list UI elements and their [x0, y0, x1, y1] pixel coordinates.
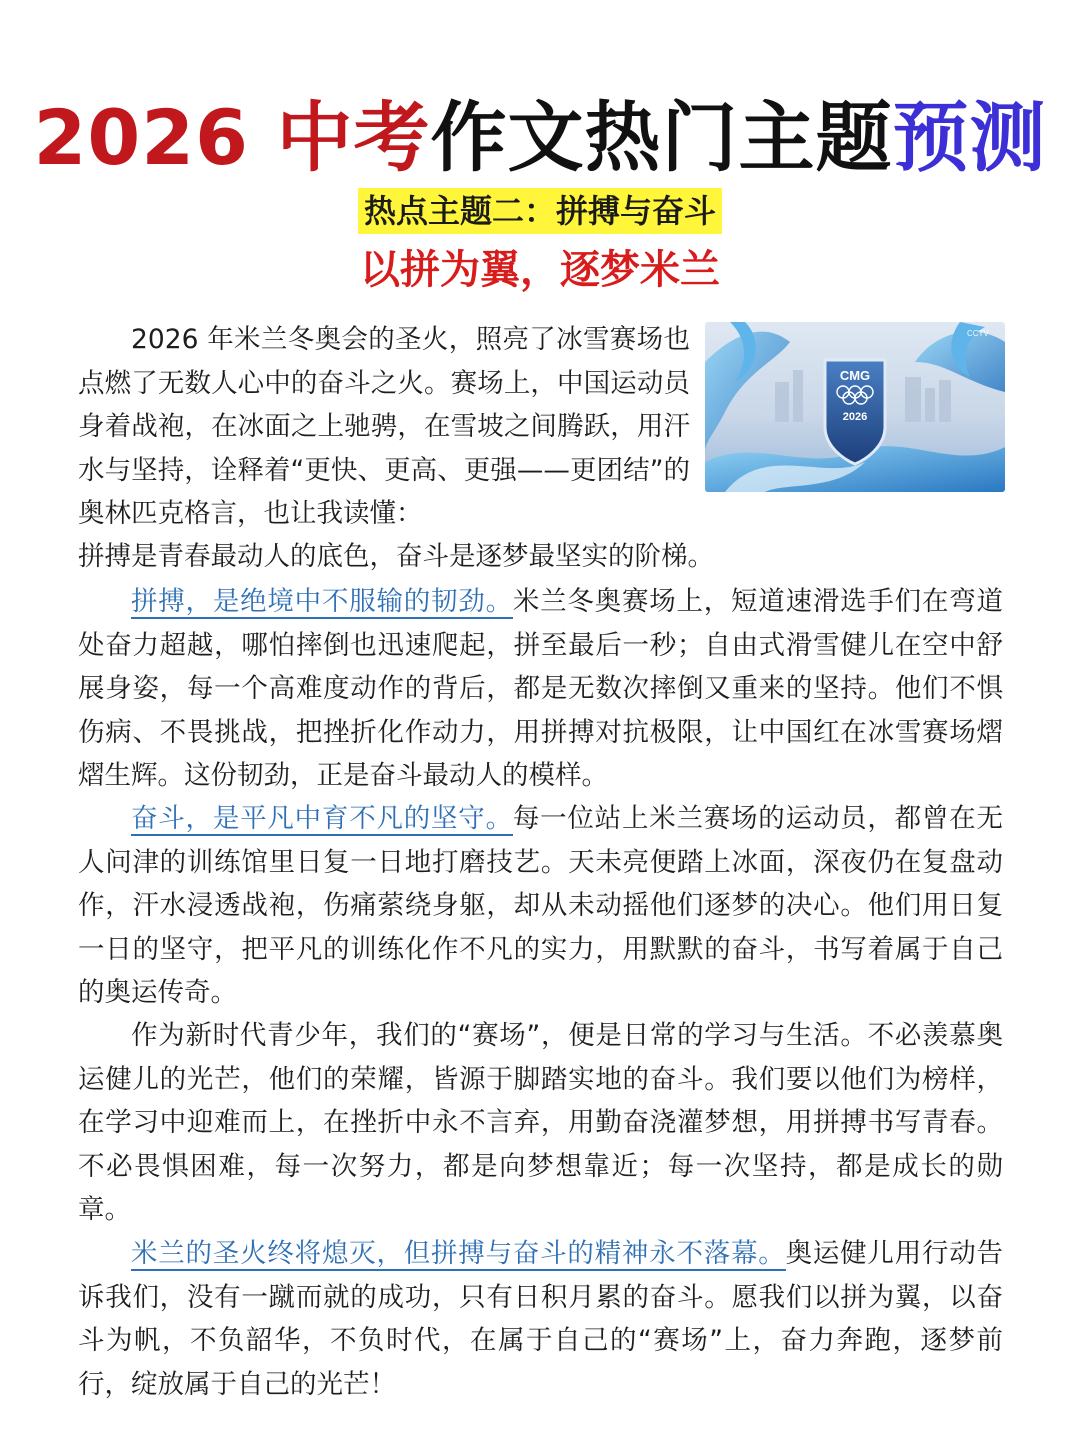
- title-middle: 作文热门主题: [430, 93, 893, 182]
- paragraph-5-highlight: 米兰的圣火终将熄灭，但拼搏与奋斗的精神永不落幕。: [131, 1238, 786, 1269]
- paragraph-2-highlight: 拼搏，是绝境中不服输的韧劲。: [131, 586, 513, 617]
- paragraph-2: [78, 580, 1003, 798]
- paragraph-5: [78, 1232, 1003, 1406]
- paragraph-5-body: 奥运健儿用行动告诉我们，没有一蹴而就的成功，只有日积月累的奋斗。愿我们以拼为翼，以奋斗为帆，不负韶华，不负时代，在属于自己的“赛场”上，奋力奔跑，逐梦前行，绽放属于自己的光芒！: [78, 1238, 1004, 1400]
- emblem-year-text: 2026: [842, 411, 868, 423]
- olympics-photo: [705, 322, 1005, 492]
- paragraph-3-highlight: 奋斗，是平凡中育不凡的坚守。: [131, 803, 513, 834]
- paragraph-1-intro: 2026 年米兰冬奥会的圣火，照亮了冰雪赛场也点燃了无数人心中的奋斗之火。赛场上，中国运动员身着战袍，在冰面之上驰骋，在雪坡之间腾跃，用汗水与坚持，诠释着“更快、更高、更强——更团结”的奥林匹克格言，也让我读懂：: [78, 324, 690, 529]
- paragraph-3: [78, 797, 1003, 1015]
- title-end: 预测: [892, 93, 1047, 182]
- paragraph-2-body: 米兰冬奥赛场上，短道速滑选手们在弯道处奋力超越，哪怕摔倒也迅速爬起，拼至最后一秒；自由式滑雪健儿在空中舒展身姿，每一个高难度动作的背后，都是无数次摔倒又重来的坚持。他们不惧伤病、不畏挑战，把挫折化作动力，用拼搏对抗极限，让中国红在冰雪赛场熠熠生辉。这份韧劲，正是奋斗最动人的模样。: [78, 586, 1004, 791]
- subtitle-wrap: [0, 188, 1080, 234]
- essay-heading: 以拼为翼，逐梦米兰: [360, 246, 720, 293]
- paragraph-3-body: 每一位站上米兰赛场的运动员，都曾在无人问津的训练馆里日复一日地打磨技艺。天未亮便踏上冰面，深夜仍在复盘动作，汗水浸透战袍，伤痛萦绕身躯，却从未动摇他们逐梦的决心。他们用日复一日的坚守，把平凡的训练化作不凡的实力，用默默的奋斗，书写着属于自己的奥运传奇。: [78, 803, 1004, 1008]
- paragraph-1-end: 拼搏是青春最动人的底色，奋斗是逐梦最坚实的阶梯。: [78, 541, 714, 572]
- emblem-cmg-text: CMG: [839, 368, 871, 383]
- cmg-emblem: [825, 360, 885, 464]
- title-zhongkao: 中考: [276, 93, 431, 182]
- subtitle-highlight: 热点主题二：拼搏与奋斗: [358, 188, 722, 234]
- page-title: [0, 88, 1080, 188]
- title-year: 2026: [33, 93, 250, 182]
- paragraph-4: 作为新时代青少年，我们的“赛场”，便是日常的学习与生活。不必羡慕奥运健儿的光芒，他们的荣耀，皆源于脚踏实地的奋斗。我们要以他们为榜样，在学习中迎难而上，在挫折中永不言弃，用勤奋浇灌梦想，用拼搏书写青春。不必畏惧困难，每一次努力，都是向梦想靠近；每一次坚持，都是成长的勋章。: [78, 1020, 1003, 1225]
- cctv-corner-mark: CCTV: [967, 329, 989, 338]
